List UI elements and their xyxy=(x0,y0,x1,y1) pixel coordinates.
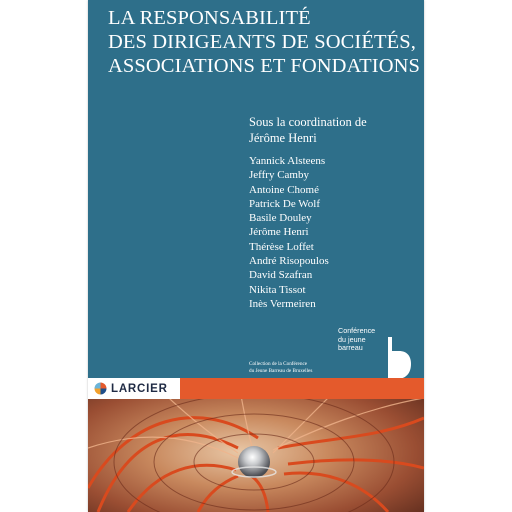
conference-logo-text xyxy=(338,327,375,353)
conference-logo-line-2: du jeune xyxy=(338,334,366,344)
conference-logo xyxy=(338,327,418,379)
book-title xyxy=(108,6,421,78)
title-line-3: ASSOCIATIONS ET FONDATIONS xyxy=(108,55,421,77)
book-cover xyxy=(88,0,424,512)
coordinator-name: Jérôme Henri xyxy=(249,131,317,145)
author-item: Yannick Alsteens xyxy=(249,155,326,167)
author-item: Patrick De Wolf xyxy=(249,197,321,210)
author-item: Inès Vermeiren xyxy=(249,297,316,310)
larcier-swirl-logo-icon xyxy=(94,382,107,395)
publisher-name: LARCIER xyxy=(111,382,168,395)
author-item: Nikita Tissot xyxy=(249,283,306,296)
author-item: Jérôme Henri xyxy=(249,226,309,239)
author-list xyxy=(249,154,329,311)
conference-logo-line-3: barreau xyxy=(338,343,363,352)
title-line-1: LA RESPONSABILITÉ xyxy=(108,7,311,29)
author-item: Basile Douley xyxy=(249,212,312,225)
author-item: André Risopoulos xyxy=(249,255,329,268)
conference-logo-line-1: Conférence xyxy=(338,326,376,335)
coordination-block xyxy=(249,114,367,146)
author-item: Jeffry Camby xyxy=(249,169,309,182)
author-item: Thérèse Loffet xyxy=(249,240,314,253)
collection-note xyxy=(249,361,312,375)
author-item: David Szafran xyxy=(249,269,313,282)
author-item: Antoine Chomé xyxy=(249,183,319,196)
letter-b-logo-icon xyxy=(386,337,412,379)
title-line-2: DES DIRIGEANTS DE SOCIÉTÉS, xyxy=(108,31,416,53)
publisher-logo xyxy=(88,378,180,399)
collection-line-1: Collection de la Conférence xyxy=(249,361,308,367)
coordination-label: Sous la coordination de xyxy=(249,115,367,129)
collection-line-2: du Jeune Barreau de Bruxelles xyxy=(249,368,313,374)
